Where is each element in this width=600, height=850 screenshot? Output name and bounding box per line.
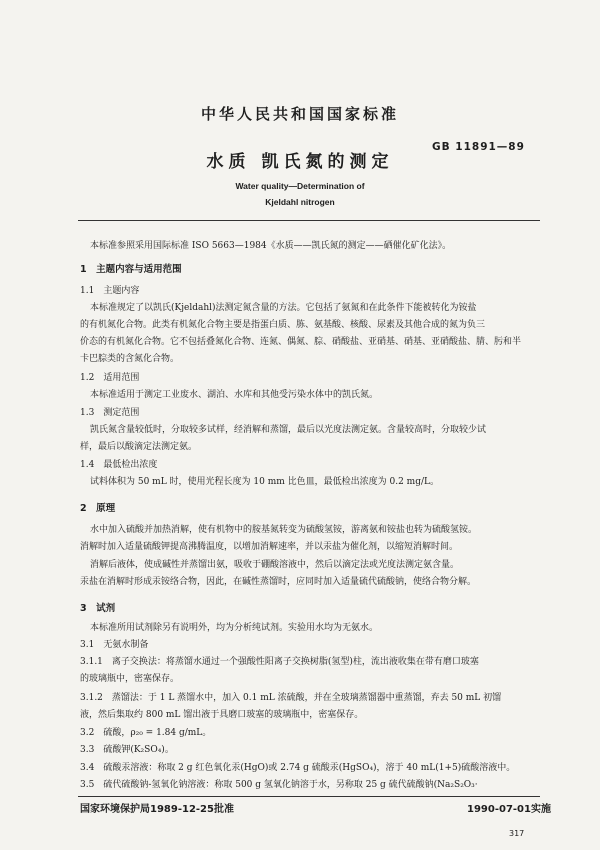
section-1-4-label: 1.4 最低检出浓度 xyxy=(80,460,158,470)
section-3-heading: 3 试剂 xyxy=(80,603,116,614)
section-3-3-line: 3.3 硫酸钾(K₂SO₄)。 xyxy=(80,745,174,755)
document-title-cn: 水质 凯氏氮的测定 xyxy=(206,152,394,172)
section-3-1-2-line: 液，然后集取约 800 mL 馏出液于具磨口玻塞的玻璃瓶中，密塞保存。 xyxy=(80,710,364,720)
section-3-4-line: 3.4 硫酸汞溶液：称取 2 g 红色氧化汞(HgO)或 2.74 g 硫酸汞(HgSO₄)，溶于 40 mL(1+5)硫酸溶液中。 xyxy=(80,763,516,773)
section-1-heading: 1 主题内容与适用范围 xyxy=(80,264,182,275)
section-1-4-line: 试料体积为 50 mL 时，使用光程长度为 10 mm 比色皿，最低检出浓度为 0.2 mg/L。 xyxy=(90,477,439,487)
section-2-line: 消解时加入适量硫酸钾提高沸腾温度，以增加消解速率，并以汞盐为催化剂，以缩短消解时间。 xyxy=(80,542,459,552)
section-1-1-label: 1.1 主题内容 xyxy=(80,286,140,296)
section-1-3-line: 样，最后以酸滴定法测定氨。 xyxy=(80,442,198,452)
standard-code: GB 11891—89 xyxy=(432,141,525,153)
page-number: 317 xyxy=(509,829,525,838)
section-2-line: 汞盐在消解时形成汞铵络合物，因此，在碱性蒸馏时，应同时加入适量硫代硫酸钠，使络合物分解。 xyxy=(80,577,477,587)
section-3-intro: 本标准所用试剂除另有说明外，均为分析纯试剂。实验用水均为无氨水。 xyxy=(90,623,379,633)
section-1-2-line: 本标准适用于测定工业废水、湖泊、水库和其他受污染水体中的凯氏氮。 xyxy=(90,390,379,400)
section-2-heading: 2 原理 xyxy=(80,503,116,514)
implementation-date: 1990-07-01实施 xyxy=(467,804,551,815)
section-1-3-line: 凯氏氮含量较低时，分取较多试样，经消解和蒸馏，最后以光度法测定氨。含量较高时，分取较少试 xyxy=(90,425,487,435)
section-1-1-line: 卡巴腙类的含氮化合物。 xyxy=(80,354,180,364)
section-3-1-2-line: 3.1.2 蒸馏法：于 1 L 蒸馏水中，加入 0.1 mL 浓硫酸，并在全玻璃蒸馏器中重蒸馏，弃去 50 mL 初馏 xyxy=(80,693,502,703)
section-1-3-label: 1.3 测定范围 xyxy=(80,408,140,418)
section-3-1-label: 3.1 无氨水制备 xyxy=(80,640,149,650)
intro-paragraph: 本标准参照采用国际标准 ISO 5663—1984《水质——凯氏氮的测定——硒催化矿化法》。 xyxy=(90,241,452,251)
header-divider xyxy=(78,220,540,221)
section-3-5-line: 3.5 硫代硫酸钠-氢氧化钠溶液：称取 500 g 氢氧化钠溶于水，另称取 25 g 硫代硫酸钠(Na₂S₂O₃· xyxy=(80,780,478,790)
section-1-1-line: 价态的有机氮化合物。它不包括叠氮化合物、连氮、偶氮、腙、硝酸盐、亚硝基、硝基、亚硝酸盐、腈、肟和半 xyxy=(80,337,522,347)
section-2-line: 消解后液体，使成碱性并蒸馏出氨，吸收于硼酸溶液中，然后以滴定法或光度法测定氨含量。 xyxy=(90,560,460,570)
section-3-1-1-line: 3.1.1 离子交换法：将蒸馏水通过一个强酸性阳离子交换树脂(氢型)柱，流出液收集在带有磨口玻塞 xyxy=(80,657,479,667)
document-title-en-line1: Water quality—Determination of xyxy=(235,181,365,191)
section-1-1-line: 本标准规定了以凯氏(Kjeldahl)法测定氮含量的方法。它包括了氨氮和在此条件下能被转化为铵盐 xyxy=(90,303,477,313)
issuing-organization: 中华人民共和国国家标准 xyxy=(200,105,399,123)
footer-divider xyxy=(78,796,540,797)
section-1-2-label: 1.2 适用范围 xyxy=(80,373,140,383)
section-1-1-line: 的有机氮化合物。此类有机氮化合物主要是指蛋白质、胨、氨基酸、核酸、尿素及其他合成的氮为负三 xyxy=(80,320,486,330)
section-3-1-1-line: 的玻璃瓶中，密塞保存。 xyxy=(80,674,180,684)
document-title-en-line2: Kjeldahl nitrogen xyxy=(265,197,335,207)
approval-date: 国家环境保护局1989-12-25批准 xyxy=(80,804,234,815)
section-2-line: 水中加入硫酸并加热消解，使有机物中的胺基氮转变为硫酸氢铵，游离氨和铵盐也转为硫酸氢铵。 xyxy=(90,525,478,535)
section-3-2-line: 3.2 硫酸，ρ₂₀ = 1.84 g/mL。 xyxy=(80,728,212,738)
